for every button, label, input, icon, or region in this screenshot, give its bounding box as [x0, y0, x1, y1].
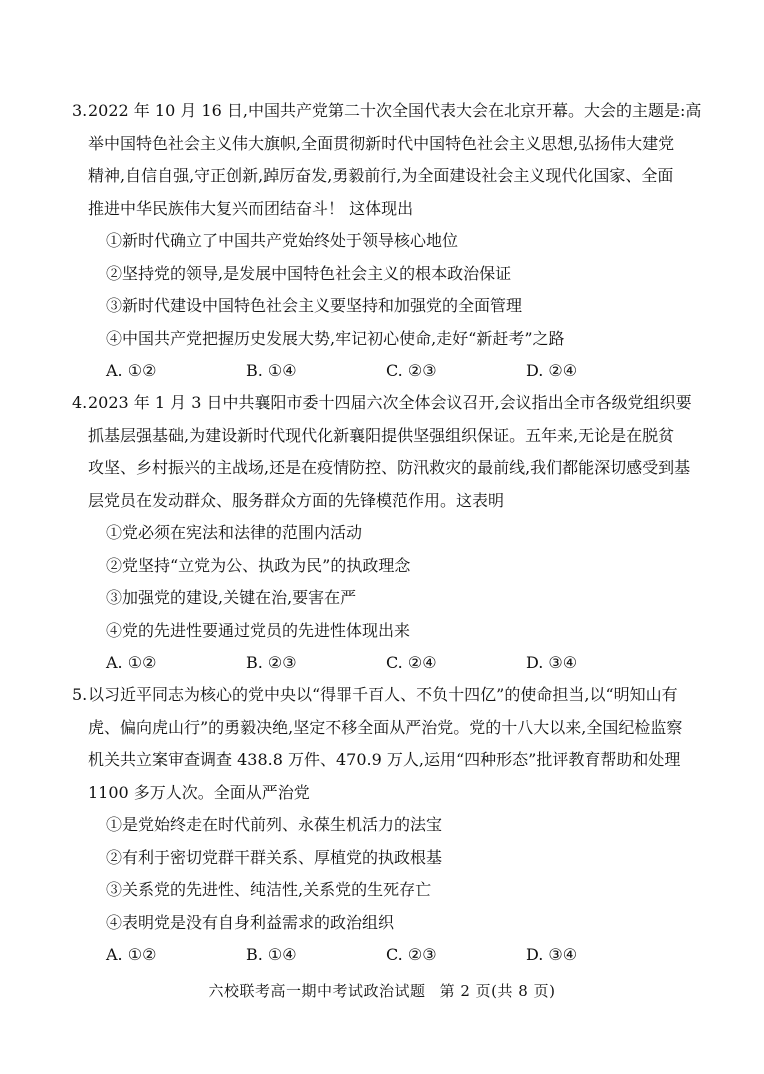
question-stem-line: 攻坚、乡村振兴的主战场,还是在疫情防控、防汛救灾的最前线,我们都能深切感受到基	[88, 458, 691, 477]
question-stem-line: 虎、偏向虎山行”的勇毅决绝,坚定不移全面从严治党。党的十八大以来,全国纪检监察	[88, 717, 683, 737]
choice-d: D. ③④	[526, 653, 578, 672]
statement-option: ②有利于密切党群干群关系、厚植党的执政根基	[106, 847, 443, 867]
statement-option: ①新时代确立了中国共产党始终处于领导核心地位	[106, 231, 459, 250]
choice-b: B. ①④	[246, 361, 297, 380]
statement-option: ③新时代建设中国特色社会主义要坚持和加强党的全面管理	[106, 296, 523, 315]
statement-option: ①党必须在宪法和法律的范围内活动	[106, 523, 363, 542]
answer-choices	[88, 939, 688, 972]
question-3	[72, 95, 702, 388]
question-number: 4.	[72, 393, 88, 412]
question-5	[72, 679, 688, 972]
page-footer	[0, 980, 764, 1001]
choice-c: C. ②③	[386, 361, 437, 380]
question-4	[72, 387, 692, 680]
question-stem-line: 2023 年 1 月 3 日中共襄阳市委十四届六次全体会议召开,会议指出全市各级党组织要	[88, 393, 692, 412]
statement-option: ③关系党的先进性、纯洁性,关系党的生死存亡	[106, 880, 432, 899]
statement-option: ②坚持党的领导,是发展中国特色社会主义的根本政治保证	[106, 263, 512, 283]
choice-a: A. ①②	[106, 361, 157, 380]
question-stem-line: 层党员在发动群众、服务群众方面的先锋模范作用。这表明	[88, 490, 505, 510]
choice-b: B. ①④	[246, 945, 297, 964]
choice-c: C. ②③	[386, 945, 437, 964]
question-stem-line: 机关共立案审查调查 438.8 万件、470.9 万人,运用“四种形态”批评教育帮助和处理	[88, 750, 681, 769]
question-stem-line: 推进中华民族伟大复兴而团结奋斗！ 这体现出	[88, 198, 414, 218]
question-stem-line: 抓基层强基础,为建设新时代现代化新襄阳提供坚强组织保证。五年来,无论是在脱贫	[88, 425, 675, 445]
choice-b: B. ②③	[246, 653, 297, 672]
question-stem-line: 2022 年 10 月 16 日,中国共产党第二十次全国代表大会在北京开幕。大会的主题是:高	[88, 101, 702, 120]
answer-choices	[88, 647, 688, 680]
statement-option: ④党的先进性要通过党员的先进性体现出来	[106, 620, 411, 640]
statement-option: ①是党始终走在时代前列、永葆生机活力的法宝	[106, 815, 443, 834]
choice-a: A. ①②	[106, 653, 157, 672]
question-stem-line: 举中国特色社会主义伟大旗帜,全面贯彻新时代中国特色社会主义思想,弘扬伟大建党	[88, 133, 675, 153]
question-stem-line: 1100 多万人次。全面从严治党	[88, 782, 310, 802]
answer-choices	[88, 355, 688, 388]
statement-option: ④表明党是没有自身利益需求的政治组织	[106, 912, 395, 932]
exam-title: 六校联考高一期中考试政治试题	[208, 982, 426, 1000]
choice-a: A. ①②	[106, 945, 157, 964]
statement-option: ④中国共产党把握历史发展大势,牢记初心使命,走好“新赶考”之路	[106, 328, 565, 348]
statement-option: ③加强党的建设,关键在治,要害在严	[106, 588, 357, 607]
page-number: 第 2 页(共 8 页)	[439, 982, 556, 1000]
question-number: 3.	[72, 101, 88, 120]
choice-d: D. ③④	[526, 945, 578, 964]
question-stem-line: 以习近平同志为核心的党中央以“得罪千百人、不负十四亿”的使命担当,以“明知山有	[88, 685, 678, 704]
question-number: 5.	[72, 685, 88, 704]
statement-option: ②党坚持“立党为公、执政为民”的执政理念	[106, 555, 411, 575]
choice-c: C. ②④	[386, 653, 437, 672]
question-stem-line: 精神,自信自强,守正创新,踔厉奋发,勇毅前行,为全面建设社会主义现代化国家、全面	[88, 166, 674, 185]
choice-d: D. ②④	[526, 361, 578, 380]
